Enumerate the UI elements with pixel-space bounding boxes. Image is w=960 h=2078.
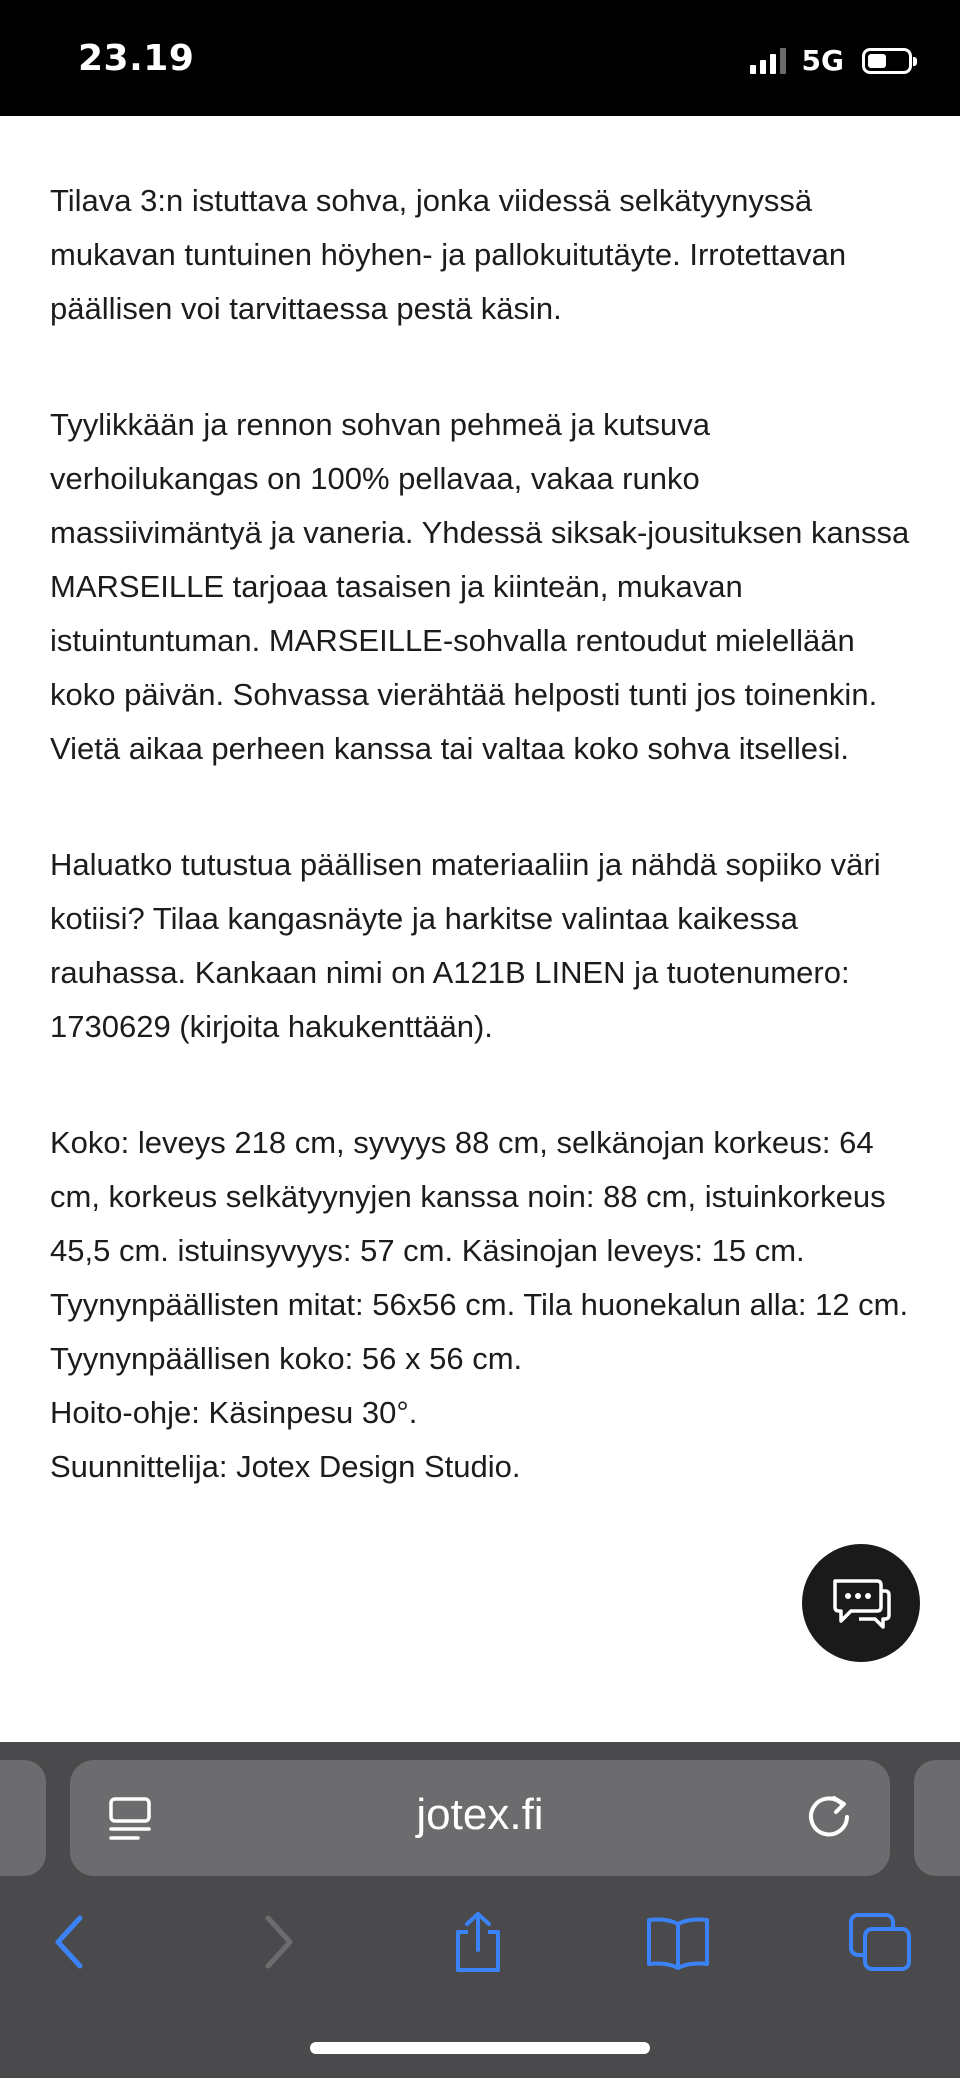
reload-icon[interactable] [802,1790,856,1844]
product-description [50,174,920,1494]
forward-button[interactable] [238,1902,318,1982]
description-paragraph: Haluatko tutustua päällisen materiaaliin ja nähdä sopiiko väri kotiisi? Tilaa kangasnäyte ja harkitse valintaa kaikessa rauhassa. Kankaan nimi on A121B LINEN ja tuotenumero: 1730629 (kirjoita hakukenttään). [50,847,881,1044]
spec-care: Hoito-ohje: Käsinpesu 30°. [50,1395,418,1430]
description-paragraph: Tyylikkään ja rennon sohvan pehmeä ja kutsuva verhoilukangas on 100% pellavaa, vakaa runko massiivimäntyä ja vaneria. Yhdessä siksak-jousituksen kanssa MARSEILLE tarjoaa tasaisen ja kiinteän, mukavan istuintuntuman. MARSEILLE-sohvalla rentoudut mielellään koko päivän. Sohvassa vierähtää helposti tunti jos toinenkin. Vietä aikaa perheen kanssa tai valtaa koko sohva itsellesi. [50,407,910,766]
url-text[interactable]: jotex.fi [416,1790,544,1839]
previous-tab-edge[interactable] [0,1760,46,1876]
status-indicators [750,44,912,77]
spec-designer: Suunnittelija: Jotex Design Studio. [50,1449,521,1484]
chat-bubbles-icon [829,1575,893,1631]
chat-button[interactable] [802,1544,920,1662]
book-icon [643,1914,713,1970]
chevron-left-icon [50,1914,90,1970]
next-tab-edge[interactable] [914,1760,960,1876]
spec-cushion-size: Tyynynpäällisen koko: 56 x 56 cm. [50,1341,523,1376]
browser-toolbar [0,1902,960,2002]
battery-icon [862,48,912,74]
home-indicator[interactable] [310,2042,650,2054]
chevron-right-icon [258,1914,298,1970]
status-bar [0,0,960,116]
description-paragraph: Tilava 3:n istuttava sohva, jonka viidessä selkätyynyssä mukavan tuntuinen höyhen- ja pallokuitutäyte. Irrotettavan päällisen voi tarvittaessa pestä käsin. [50,183,847,326]
share-button[interactable] [438,1902,518,1982]
bookmarks-button[interactable] [638,1902,718,1982]
share-icon [450,1910,506,1974]
status-time: 23.19 [78,38,195,79]
spec-dimensions: Koko: leveys 218 cm, syvyys 88 cm, selkänojan korkeus: 64 cm, korkeus selkätyynyjen kanssa noin: 88 cm, istuinkorkeus 45,5 cm. istuinsyvyys: 57 cm. Käsinojan leveys: 15 cm. Tyynynpäällisten mitat: 56x56 cm. Tila huonekalun alla: 12 cm. [50,1125,909,1322]
address-bar[interactable] [70,1760,890,1876]
network-label: 5G [801,44,844,77]
tabs-icon [847,1911,913,1973]
product-specs [50,1116,920,1494]
tabs-button[interactable] [840,1902,920,1982]
back-button[interactable] [30,1902,110,1982]
browser-bar [0,1742,960,2078]
signal-icon [750,48,786,74]
